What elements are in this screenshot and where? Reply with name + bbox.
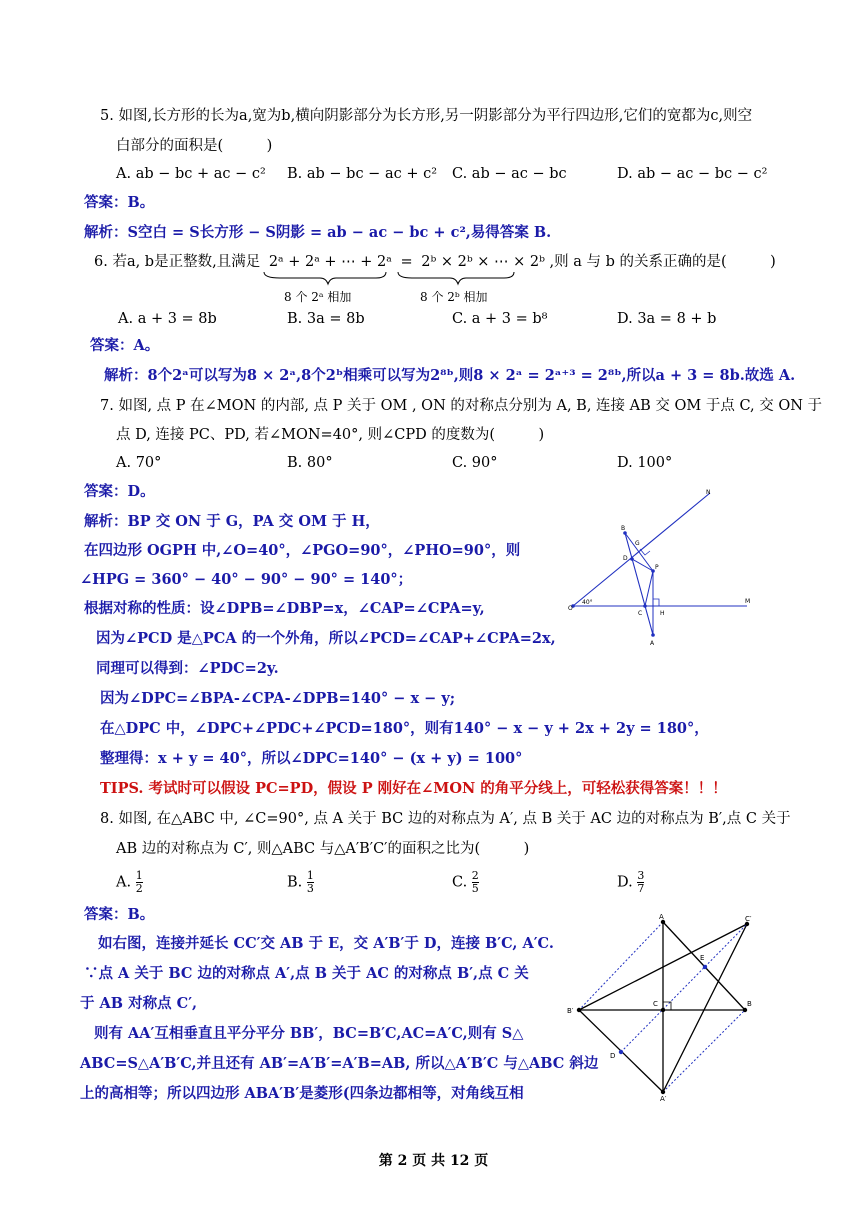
q8-point-e <box>703 965 707 969</box>
q7-point-c <box>643 604 647 608</box>
q6-equals: = <box>400 254 413 270</box>
q7-option-b: B. 80° <box>287 455 333 471</box>
q5-option-d: D. ab − ac − bc − c² <box>617 166 768 182</box>
q8-option-b <box>287 870 314 895</box>
q7-label-a: A <box>650 640 655 647</box>
q6-stem-pre: 6. 若a, b是正整数,且满足 <box>94 254 261 270</box>
q6-braces <box>260 270 520 288</box>
q7-segment-ab <box>625 533 653 635</box>
q6-left-brace <box>264 272 386 284</box>
q7-analysis-line6: 同理可以得到：∠PDC=2y. <box>96 660 279 677</box>
q5-stem-line2: 白部分的面积是( ) <box>116 138 273 154</box>
q7-analysis-line1: 解析：BP 交 ON 于 G，PA 交 OM 于 H， <box>84 513 380 530</box>
q8-analysis-line1: 如右图，连接并延长 CC′交 AB 于 E，交 A′B′于 D，连接 B′C, A′C. <box>98 935 554 952</box>
q7-analysis-line4: 根据对称的性质：设∠DPB=∠DBP=x，∠CAP=∠CPA=y, <box>84 600 485 617</box>
q6-analysis: 解析：8个2ᵃ可以写为8 × 2ᵃ,8个2ᵇ相乘可以写为2⁸ᵇ,则8 × 2ᵃ = 2ᵃ⁺³ = 2⁸ᵇ,所以a + 3 = 8b.故选 A. <box>104 367 796 384</box>
q8-point-b1 <box>577 1008 581 1012</box>
q8-label-c2: C′ <box>745 915 752 923</box>
q7-point-d <box>630 557 634 561</box>
q8-label-a: A <box>659 913 664 921</box>
q7-analysis-line2: 在四边形 OGPH 中,∠O=40°，∠PGO=90°，∠PHO=90°，则 <box>84 542 521 559</box>
page-footer: 第 2 页 共 12 页 <box>378 1153 489 1169</box>
q8-label-c: C <box>653 1000 658 1008</box>
q7-point-a <box>651 633 655 637</box>
q7-tips: TIPS. 考试时可以假设 PC=PD，假设 P 刚好在∠MON 的角平分线上，可轻松获得答案！！！ <box>100 780 727 797</box>
q8-analysis-line5: ABC=S△A′B′C,并且还有 AB′=A′B′=A′B=AB, 所以△A′B′C 与△ABC 斜边 <box>80 1055 599 1072</box>
q8-point-c <box>661 1008 665 1012</box>
q8-option-c <box>452 870 479 895</box>
q7-analysis-line7: 因为∠DPC=∠BPA-∠CPA-∠DPB=140° − x − y; <box>100 690 456 707</box>
q7-right-angle-h <box>653 599 659 606</box>
q8-option-d-label: D. <box>617 874 633 891</box>
q7-stem-line1: 7. 如图, 点 P 在∠MON 的内部, 点 P 关于 OM , ON 的对称点分别为 A, B, 连接 AB 交 OM 于点 C, 交 ON 于 <box>100 398 823 414</box>
q7-label-n: N <box>706 489 711 496</box>
q8-option-d-den: 7 <box>637 882 645 895</box>
q8-stem-line2: AB 边的对称点为 C′, 则△ABC 与△A′B′C′的面积之比为( ) <box>116 841 530 857</box>
q7-label-h: H <box>660 610 665 617</box>
q6-option-a: A. a + 3 = 8b <box>118 311 217 327</box>
q8-label-a2: A′ <box>660 1095 667 1102</box>
q8-option-b-num: 1 <box>306 869 314 882</box>
q8-analysis-line6: 上的高相等；所以四边形 ABA′B′是菱形(四条边都相等，对角线互相 <box>80 1085 524 1102</box>
q8-label-b: B <box>747 1000 752 1008</box>
q6-answer: 答案：A。 <box>90 337 160 354</box>
q7-option-c: C. 90° <box>452 455 498 471</box>
q8-option-a-num: 1 <box>135 869 143 882</box>
q7-figure <box>565 485 765 650</box>
q7-label-m: M <box>745 598 751 605</box>
q8-analysis-line2: ∵点 A 关于 BC 边的对称点 A′,点 B 关于 AC 的对称点 B′,点 C 关 <box>84 965 529 982</box>
q7-label-d: D <box>623 555 628 562</box>
q6-left-expression: 2ᵃ + 2ᵃ + ⋯ + 2ᵃ <box>268 254 392 270</box>
q8-a2c2 <box>663 924 747 1092</box>
q8-option-c-num: 2 <box>471 869 479 882</box>
q8-stem-line1: 8. 如图, 在△ABC 中, ∠C=90°, 点 A 关于 BC 边的对称点为 A′, 点 B 关于 AC 边的对称点为 B′,点 C 关于 <box>100 811 791 827</box>
q7-label-p: P <box>655 564 659 571</box>
q6-right-brace <box>398 272 514 284</box>
q8-point-a2 <box>661 1090 665 1094</box>
q6-right-expression: 2ᵇ × 2ᵇ × ⋯ × 2ᵇ <box>421 254 545 270</box>
q8-option-a-label: A. <box>116 874 132 891</box>
q8-option-b-label: B. <box>287 874 303 891</box>
q6-left-brace-label: 8 个 2ᵃ 相加 <box>284 290 352 304</box>
q8-point-b <box>743 1008 747 1012</box>
q8-option-c-den: 5 <box>471 882 479 895</box>
q7-ray-on <box>573 493 710 606</box>
q8-answer: 答案：B。 <box>84 906 155 923</box>
q7-label-c: C <box>638 610 643 617</box>
q7-label-g: G <box>635 540 640 547</box>
q7-answer: 答案：D。 <box>84 483 155 500</box>
q8-label-b1: B′ <box>567 1007 574 1015</box>
q6-right-brace-label: 8 个 2ᵇ 相加 <box>420 290 488 304</box>
q6-option-b: B. 3a = 8b <box>287 311 365 327</box>
q5-option-b: B. ab − bc − ac + c² <box>287 166 438 182</box>
q7-stem-line2: 点 D, 连接 PC、PD, 若∠MON=40°, 则∠CPD 的度数为( ) <box>116 427 545 443</box>
q8-option-c-label: C. <box>452 874 468 891</box>
q8-point-d <box>619 1050 623 1054</box>
q8-analysis-line4: 则有 AA′互相垂直且平分平分 BB′，BC=B′C,AC=A′C,则有 S△ <box>94 1025 524 1042</box>
q7-analysis-line3: ∠HPG = 360° − 40° − 90° − 90° = 140°； <box>80 571 413 588</box>
q8-cc2-dash <box>621 924 747 1052</box>
q7-analysis-line9: 整理得：x + y = 40°，所以∠DPC=140° − (x + y) = 100° <box>100 750 523 767</box>
q8-label-d: D <box>610 1052 616 1060</box>
q8-a2b-dash <box>663 1010 745 1092</box>
q7-option-d: D. 100° <box>617 455 673 471</box>
q8-analysis-line3: 于 AB 对称点 C′, <box>80 995 198 1012</box>
q8-ab1-dash <box>579 922 663 1010</box>
q7-label-angle: 40° <box>582 599 593 606</box>
q8-option-a-den: 2 <box>135 882 143 895</box>
q6-option-d: D. 3a = 8 + b <box>617 311 717 327</box>
q5-answer: 答案：B。 <box>84 194 155 211</box>
q5-option-c: C. ab − ac − bc <box>452 166 567 182</box>
q6-stem <box>94 253 776 271</box>
q5-option-a: A. ab − bc + ac − c² <box>116 166 266 182</box>
q8-option-b-den: 3 <box>306 882 314 895</box>
q8-figure <box>565 912 765 1102</box>
q5-analysis: 解析：S空白 = S长方形 − S阴影 = ab − ac − bc + c²,易得答案 B. <box>84 224 552 241</box>
q8-option-a <box>116 870 143 895</box>
q7-analysis-line5: 因为∠PCD 是△PCA 的一个外角，所以∠PCD=∠CAP+∠CPA=2x, <box>96 630 556 647</box>
q7-option-a: A. 70° <box>116 455 162 471</box>
q7-analysis-line8: 在△DPC 中，∠DPC+∠PDC+∠PCD=180°，则有140° − x − y + 2x + 2y = 180°， <box>100 720 709 737</box>
q7-segment-pc <box>645 571 653 606</box>
q7-label-o: O <box>568 605 573 612</box>
q8-label-e: E <box>700 954 705 962</box>
q8-option-d-num: 3 <box>637 869 645 882</box>
q5-stem-line1: 5. 如图,长方形的长为a,宽为b,横向阴影部分为长方形,另一阴影部分为平行四边形,它们的宽都为c,则空 <box>100 108 753 124</box>
q7-label-b: B <box>621 525 626 532</box>
q6-stem-post: ,则 a 与 b 的关系正确的是( ) <box>549 254 776 270</box>
q6-option-c: C. a + 3 = b⁸ <box>452 311 548 327</box>
q8-option-d <box>617 870 644 895</box>
